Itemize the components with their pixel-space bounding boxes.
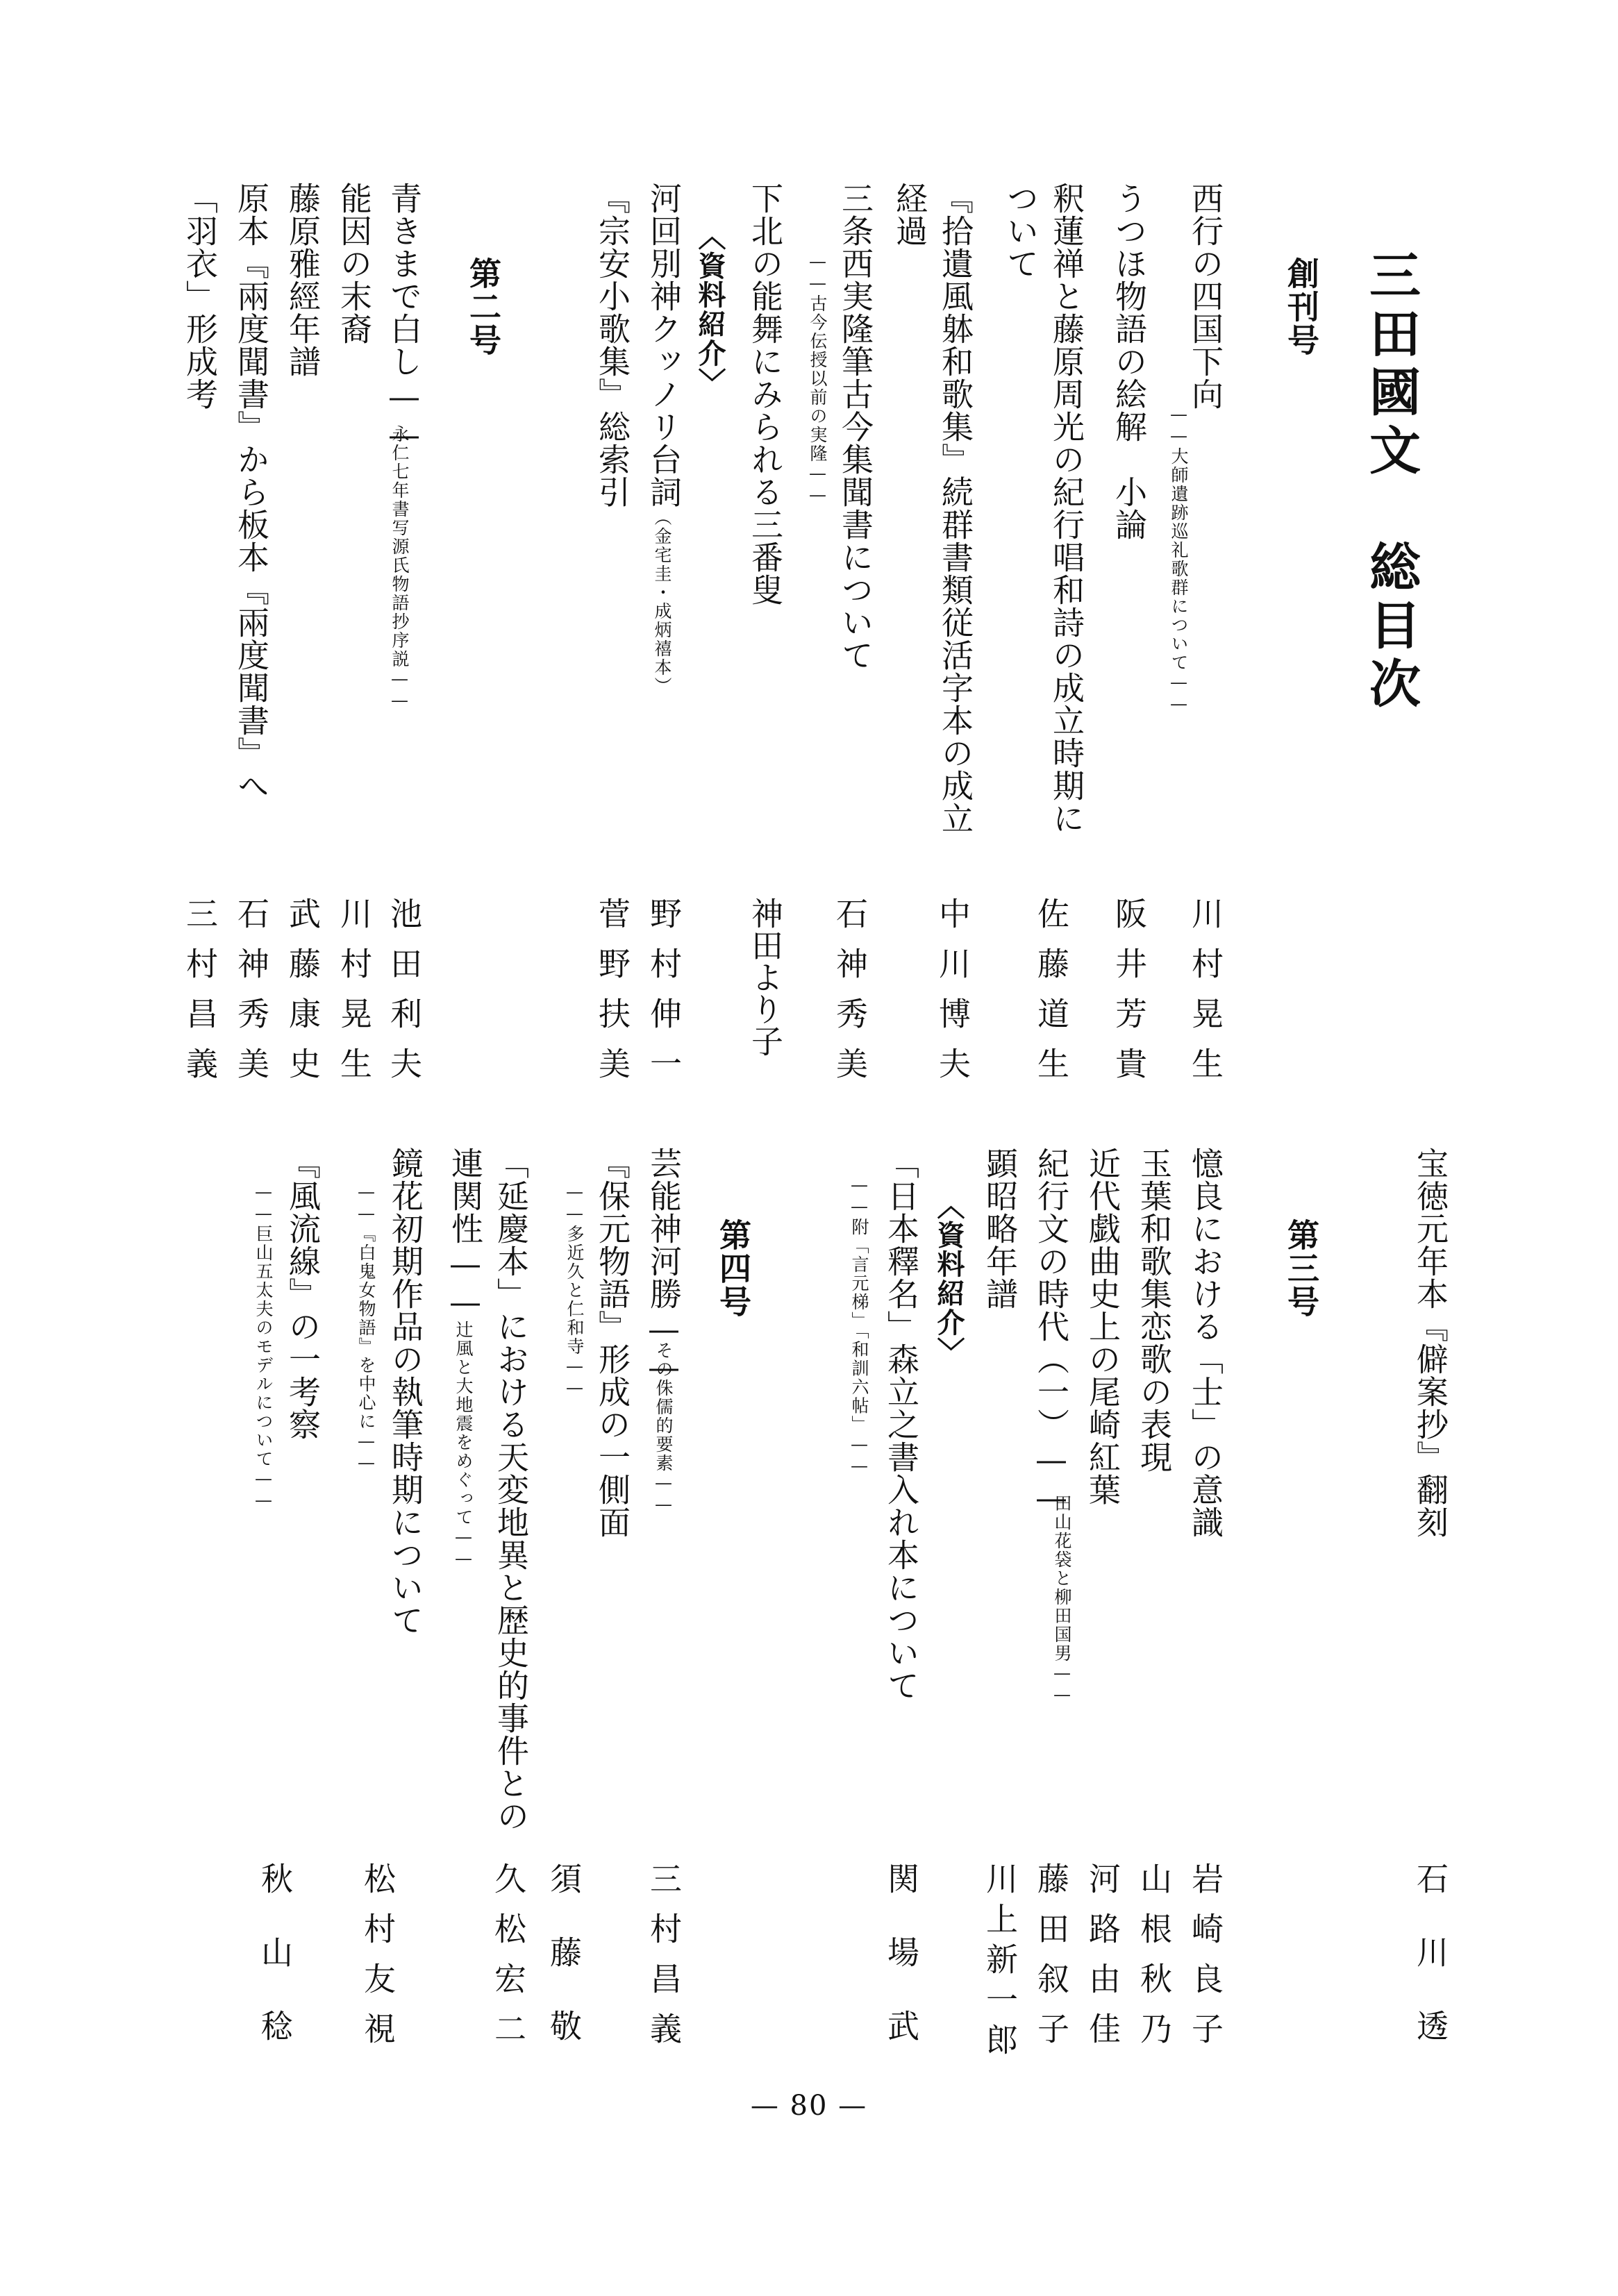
entry-author: 川上新一郎 (981, 1862, 1019, 2063)
entry-title: 憶良における「士」の意識 (1187, 1147, 1224, 1539)
entry-3-7 (924, 1191, 974, 1366)
entry-title: うつほ物語の絵解 小論 (1110, 182, 1148, 541)
entry-title: 玉葉和歌集恋歌の表現 (1135, 1147, 1173, 1473)
issue-heading-1: 創刊号 (1283, 257, 1320, 357)
page-number: — 80 — (750, 2090, 868, 2122)
entry-subtitle: ——大師遺跡巡礼歌群について—— (1169, 404, 1189, 715)
entry-subtitle: （金宅圭・成炳禧本） (652, 508, 672, 696)
entry-author: 川村晃生 (1187, 897, 1224, 1097)
entry-title: 河回別神クッノリ台詞 (645, 182, 683, 508)
entry-author: 神田より子 (747, 897, 784, 1057)
entry-author: 野村伸一 (645, 897, 683, 1097)
entry-title: 青きまで白し—— (385, 182, 423, 454)
entry-author: 三村昌義 (181, 897, 219, 1097)
entry-title: 顕昭略年譜 (981, 1147, 1019, 1310)
entry-title: 三条西実隆筆古今集聞書について (837, 182, 874, 671)
entry-author: 須藤敬 (545, 1862, 583, 2083)
entry-author: 石神秀美 (831, 897, 869, 1097)
entry-title: 藤原雅經年譜 (284, 182, 322, 378)
entry-author: 川村晃生 (335, 897, 373, 1097)
entry-author: 石川透 (1412, 1862, 1449, 2083)
entry-author: 三村昌義 (645, 1862, 683, 2062)
entry-subtitle: ——附「言元梯」「和訓六帖」—— (849, 1175, 869, 1477)
entry-title: 紀行文の時代（一）—— (1033, 1147, 1070, 1517)
entry-subtitle: ——巨山五太夫のモデルについて—— (253, 1182, 274, 1511)
entry-title: 下北の能舞にみられる三番叟 (747, 182, 784, 606)
entry-title-continued: 経過 (891, 182, 928, 247)
entry-author: 関場武 (883, 1862, 920, 2083)
entry-author: 松村友視 (359, 1862, 397, 2062)
section-label: 〈資料紹介〉 (694, 222, 726, 397)
entry-title: 「羽衣」形成考 (181, 182, 219, 410)
entry-title-continued: 連関性—— (447, 1147, 484, 1321)
entry-subtitle: 田山花袋と柳田国男—— (1052, 1494, 1072, 1706)
entry-author: 中川博夫 (934, 897, 971, 1097)
entry-1-7 (685, 222, 735, 397)
entry-title: 「日本釋名」森立之書入れ本について (883, 1147, 920, 1702)
entry-author: 久松宏二 (490, 1862, 527, 2062)
entry-author: 阪井芳貴 (1110, 897, 1148, 1097)
entry-title: 釈蓮禅と藤原周光の紀行唱和詩の成立時期に (1048, 182, 1085, 835)
entry-title: 『保元物語』形成の一側面 (594, 1147, 631, 1539)
entry-title: 「延慶本」における天変地異と歴史的事件との (492, 1147, 530, 1832)
entry-author: 石神秀美 (233, 897, 270, 1097)
entry-author: 岩崎良子 (1187, 1862, 1224, 2062)
entry-subtitle: その侏儒的要素—— (653, 1341, 674, 1516)
entry-title-continued: ついて (1002, 182, 1040, 280)
issue-heading-3: 第三号 (1283, 1218, 1320, 1318)
entry-author: 菅野扶美 (594, 897, 631, 1097)
entry-author: 池田利夫 (385, 897, 423, 1097)
section-label: 〈資料紹介〉 (933, 1191, 965, 1366)
entry-author: 藤田叙子 (1033, 1862, 1070, 2062)
entry-subtitle: ——『白鬼女物語』を中心に—— (356, 1182, 376, 1474)
issue-heading-4: 第四号 (715, 1218, 752, 1318)
entry-title: 芸能神河勝—— (645, 1147, 683, 1386)
document-title: 三田國文 総目次 (1361, 249, 1421, 715)
entry-title: 鏡花初期作品の執筆時期について (387, 1147, 424, 1636)
entry-title: 近代戯曲史上の尾崎紅葉 (1084, 1147, 1121, 1506)
entry-title: 宝徳元年本『僻案抄』翻刻 (1412, 1147, 1449, 1539)
entry-subtitle: 永仁七年書写源氏物語抄序説—— (390, 425, 410, 712)
entry-author: 山根秋乃 (1135, 1862, 1173, 2062)
entry-author: 武藤康史 (284, 897, 322, 1097)
entry-title: 能因の末裔 (335, 182, 373, 345)
entry-subtitle: 辻風と大地震をめぐって—— (453, 1321, 474, 1570)
entry-title: 西行の四国下向 (1187, 182, 1224, 410)
issue-heading-2: 第二号 (465, 257, 502, 357)
entry-title: 原本『兩度聞書』から板本『兩度聞書』へ (233, 182, 270, 802)
entry-title: 『風流線』の一考察 (284, 1147, 322, 1441)
entry-subtitle: ——多近久と仁和寺—— (565, 1182, 585, 1399)
entry-author: 秋山稔 (256, 1862, 294, 2083)
entry-author: 河路由佳 (1084, 1862, 1121, 2062)
entry-title: 『宗安小歌集』総索引 (594, 182, 631, 508)
entry-title: 『拾遺風躰和歌集』続群書類従活字本の成立 (937, 182, 974, 835)
entry-subtitle: ——古今伝授以前の実隆—— (808, 251, 828, 506)
entry-author: 佐藤道生 (1033, 897, 1070, 1097)
